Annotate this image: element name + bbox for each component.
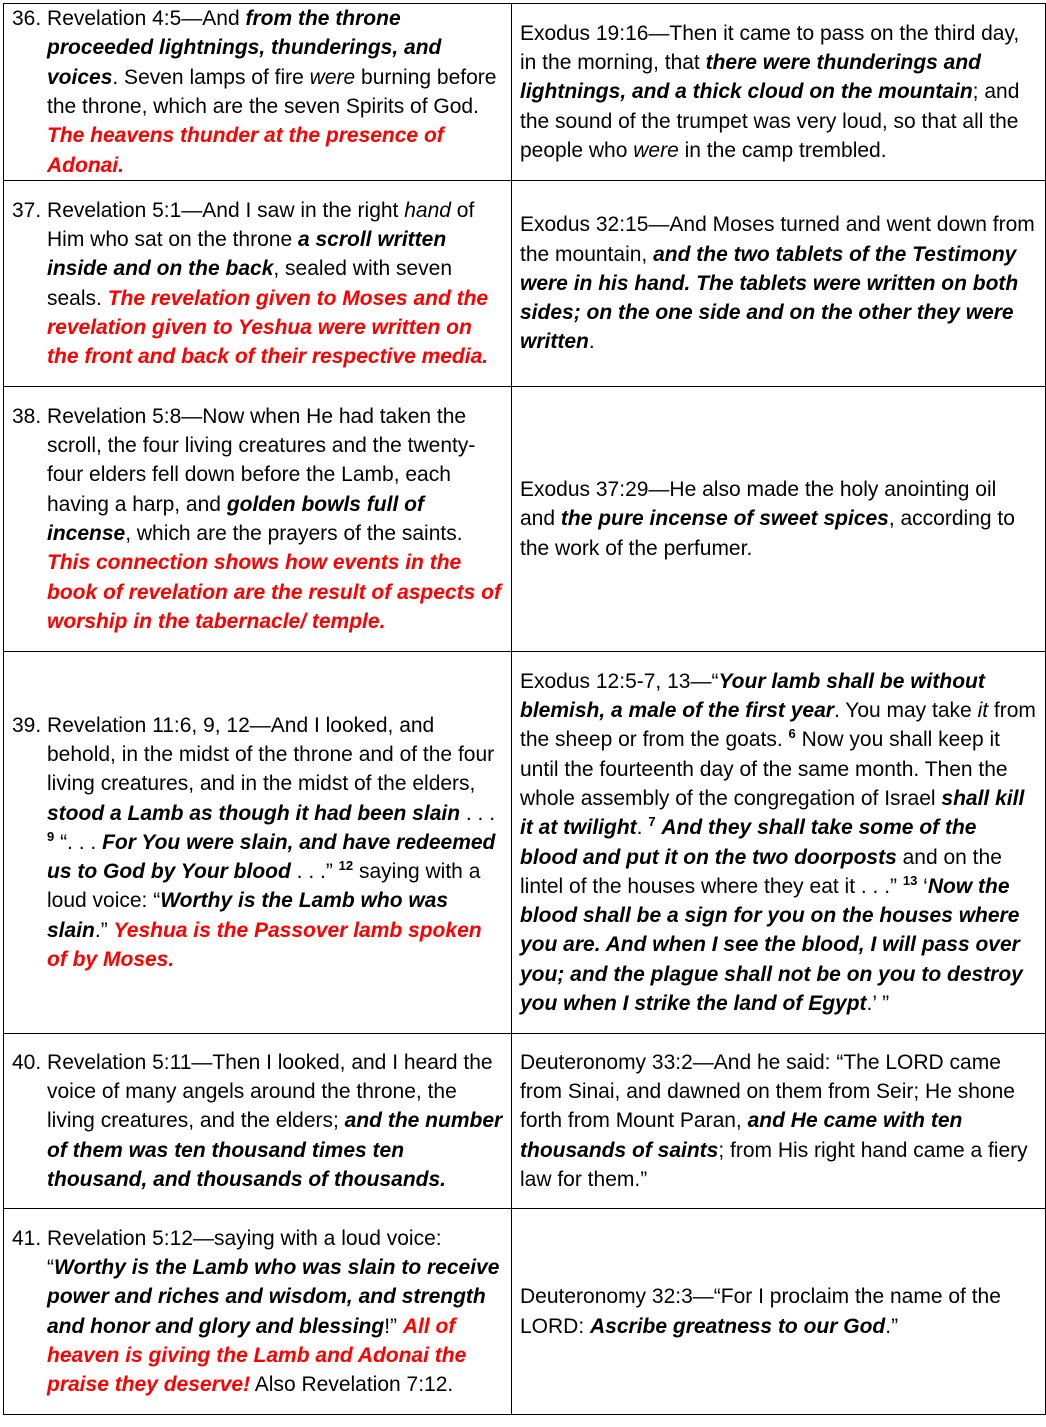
cell-text bbox=[12, 4, 503, 180]
emphasized-text: Now the blood shall be a sign for you on the houses where you are. And when I see the blood, I will pass over you; and the plague shall not be on you to destroy you when I strike the land of Egypt bbox=[520, 874, 1023, 1015]
text-run: . You may take bbox=[833, 699, 978, 723]
commentary-text: The heavens thunder at the presence of Adonai. bbox=[47, 124, 444, 177]
table-row bbox=[4, 652, 1046, 1034]
torah-cell bbox=[512, 4, 1046, 181]
text-run: ; and the sound of the trumpet was very loud, so that all the people who bbox=[520, 80, 1020, 162]
cell-text bbox=[12, 1224, 503, 1400]
text-run: Deuteronomy 32:3—“For I proclaim the name of the LORD: bbox=[520, 1285, 1001, 1338]
torah-cell bbox=[512, 1034, 1046, 1209]
text-run: Deuteronomy 33:2—And he said: “The LORD came from Sinai, and dawned on them from Seir; He shone forth from Mount Paran, bbox=[520, 1050, 1015, 1133]
comparison-table bbox=[3, 3, 1046, 1415]
commentary-text: Yeshua is the Passover lamb spoken of by Moses. bbox=[47, 918, 482, 972]
torah-cell bbox=[512, 387, 1046, 652]
commentary-text: All of heaven is giving the Lamb and Adonai the praise they deserve! bbox=[47, 1314, 467, 1397]
cell-text bbox=[12, 402, 503, 636]
text-run: Exodus 32:15—And Moses turned and went down from the mountain, bbox=[520, 213, 1035, 266]
cell-text bbox=[12, 196, 503, 372]
text-run: Exodus 19:16—Then it came to pass on the third day, in the morning, that bbox=[520, 21, 1020, 75]
verse-number: 7 bbox=[648, 814, 656, 830]
cell-text bbox=[520, 1282, 1037, 1341]
text-run: 40. Revelation 5:11—Then I looked, and I heard the voice of many angels around the throne, the living creatures, and the elders; bbox=[12, 1050, 493, 1133]
emphasized-text: Your lamb shall be without blemish, a male of the first year bbox=[520, 669, 985, 723]
text-run: . bbox=[636, 816, 649, 840]
table-row bbox=[4, 387, 1046, 652]
text-run: . . .” bbox=[290, 860, 339, 884]
text-run: burning before the throne, which are the seven Spirits of God. bbox=[47, 65, 497, 118]
table-row bbox=[4, 1209, 1046, 1415]
revelation-cell bbox=[4, 1209, 512, 1415]
text-run: . . . bbox=[460, 801, 496, 825]
emphasized-text: and He came with ten thousands of saints bbox=[520, 1109, 963, 1162]
table-row bbox=[4, 4, 1046, 181]
commentary-text: This connection shows how events in the book of revelation are the result of aspects of worship in the tabernacle/ temple. bbox=[47, 551, 501, 633]
text-run: .’ ” bbox=[866, 991, 890, 1015]
emphasized-text: the pure incense of sweet spices bbox=[560, 507, 889, 531]
text-run: 41. Revelation 5:12—saying with a loud voice: “ bbox=[12, 1226, 442, 1279]
torah-cell bbox=[512, 652, 1046, 1034]
table-row bbox=[4, 1034, 1046, 1209]
text-run: .” bbox=[885, 1314, 899, 1338]
text-run: , sealed with seven seals. bbox=[47, 257, 452, 310]
cell-text bbox=[520, 1048, 1037, 1194]
text-run: and on the lintel of the houses where they eat it . . .” bbox=[520, 845, 1002, 898]
text-run: it bbox=[977, 699, 989, 723]
revelation-cell bbox=[4, 387, 512, 652]
verse-number: 12 bbox=[338, 858, 354, 874]
cell-text bbox=[520, 19, 1037, 165]
text-run: 38. Revelation 5:8—Now when He had taken the scroll, the four living creatures and the twenty-four elders fell down before the Lamb, each having a harp, and bbox=[12, 404, 476, 516]
emphasized-text: from the throne proceeded lightnings, thunderings, and voices bbox=[47, 7, 442, 89]
text-run: , according to the work of the perfumer. bbox=[520, 507, 1015, 560]
emphasized-text: shall kill it at twilight bbox=[520, 786, 1025, 840]
text-run: “. . . bbox=[54, 830, 103, 854]
emphasized-text: and the number of them was ten thousand times ten thousand, and thousands of thousands. bbox=[47, 1109, 503, 1191]
text-run: were bbox=[633, 138, 679, 162]
table-row bbox=[4, 181, 1046, 387]
emphasized-text: stood a Lamb as though it had been slain bbox=[47, 801, 461, 825]
emphasized-text: there were thunderings and lightnings, and a thick cloud on the mountain bbox=[520, 51, 981, 104]
cell-text bbox=[520, 667, 1037, 1019]
emphasized-text: Ascribe greatness to our God bbox=[590, 1314, 886, 1338]
revelation-cell bbox=[4, 4, 512, 181]
verse-number: 6 bbox=[788, 726, 796, 742]
text-run: 36. Revelation 4:5—And bbox=[12, 7, 246, 31]
revelation-cell bbox=[4, 652, 512, 1034]
text-run: in the camp trembled. bbox=[678, 138, 887, 162]
text-run: were bbox=[309, 65, 356, 89]
verse-number: 9 bbox=[47, 828, 55, 844]
text-run: saying with a loud voice: “ bbox=[47, 860, 481, 913]
text-run: ‘ bbox=[917, 874, 928, 898]
revelation-cell bbox=[4, 181, 512, 387]
emphasized-text: For You were slain, and have redeemed us to God by Your blood bbox=[47, 830, 496, 884]
cell-text bbox=[520, 475, 1037, 563]
text-run: . bbox=[588, 330, 595, 354]
cell-text bbox=[12, 711, 503, 975]
verse-number: 13 bbox=[902, 872, 918, 888]
text-run: Also Revelation 7:12. bbox=[250, 1373, 454, 1397]
text-run: .” bbox=[94, 918, 114, 942]
text-run: from the sheep or from the goats. bbox=[520, 699, 1036, 752]
text-run: ; from His right hand came a fiery law for them.” bbox=[520, 1138, 1028, 1191]
text-run: Exodus 37:29—He also made the holy anointing oil and bbox=[520, 478, 997, 531]
text-run: of Him who sat on the throne bbox=[47, 198, 475, 251]
torah-cell bbox=[512, 181, 1046, 387]
cell-text bbox=[12, 1048, 503, 1194]
revelation-cell bbox=[4, 1034, 512, 1209]
emphasized-text: golden bowls full of incense bbox=[47, 492, 424, 545]
emphasized-text: Worthy is the Lamb who was slain bbox=[47, 889, 449, 942]
text-run: Now you shall keep it until the fourteenth day of the same month. Then the whole assembly of the congregation of Israel bbox=[520, 728, 1008, 810]
text-run: hand bbox=[404, 198, 451, 222]
text-run: 37. Revelation 5:1—And I saw in the right bbox=[12, 198, 405, 222]
cell-text bbox=[520, 210, 1037, 356]
text-run: Exodus 12:5-7, 13—“ bbox=[520, 669, 719, 693]
text-run: !” bbox=[384, 1314, 403, 1338]
emphasized-text: a scroll written inside and on the back bbox=[47, 227, 447, 281]
text-run: . Seven lamps of fire bbox=[112, 65, 310, 89]
emphasized-text: and the two tablets of the Testimony were in his hand. The tablets were written on both sides; on the one side and on the other they were written bbox=[520, 242, 1019, 354]
emphasized-text: Worthy is the Lamb who was slain to receive power and riches and wisdom, and strength and honor and glory and blessing bbox=[47, 1255, 500, 1338]
emphasized-text: And they shall take some of the blood and put it on the two doorposts bbox=[520, 816, 977, 869]
torah-cell bbox=[512, 1209, 1046, 1415]
commentary-text: The revelation given to Moses and the revelation given to Yeshua were written on the front and back of their respective media. bbox=[47, 286, 489, 369]
text-run: 39. Revelation 11:6, 9, 12—And I looked, and behold, in the midst of the throne and of the four living creatures, and in the midst of the elders, bbox=[12, 713, 495, 796]
text-run: , which are the prayers of the saints. bbox=[125, 522, 463, 545]
